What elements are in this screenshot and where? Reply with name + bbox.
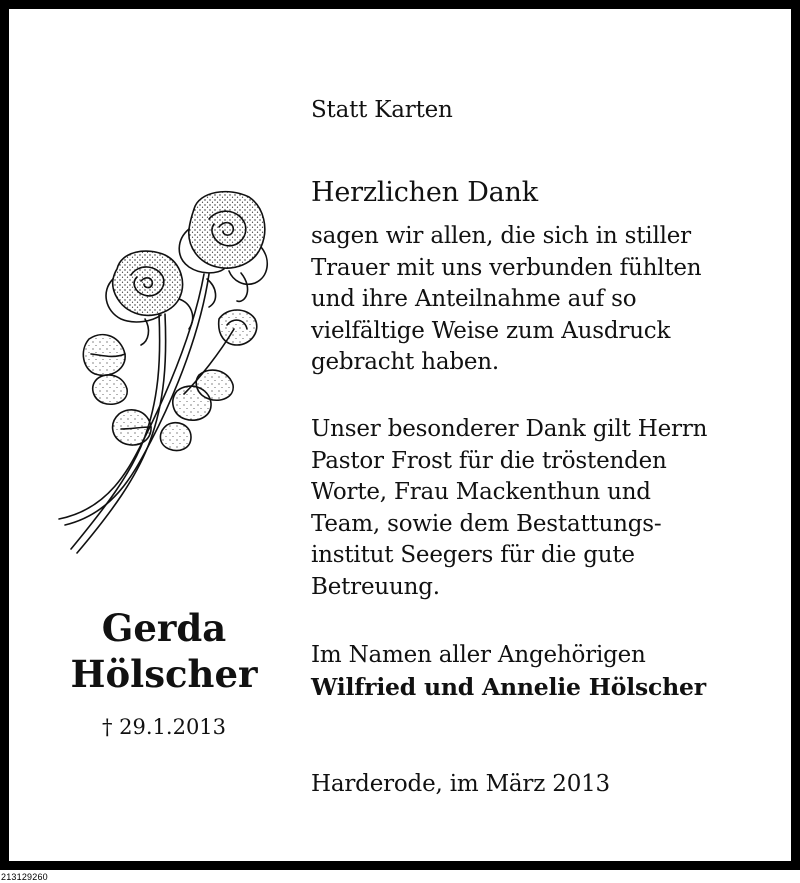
paragraph-line: vielfältige Weise zum Ausdruck (311, 317, 671, 344)
paragraph-line: Betreuung. (311, 573, 440, 600)
paragraph-line: Pastor Frost für die tröstenden (311, 447, 667, 474)
thanks-paragraph-1 (311, 221, 781, 379)
thanks-title: Herzlichen Dank (311, 177, 538, 208)
paragraph-line: und ihre Anteilnahme auf so (311, 286, 637, 312)
deceased-last-name: Hölscher (70, 652, 258, 696)
place-date: Harderode, im März 2013 (311, 771, 610, 797)
closing-block (311, 640, 781, 703)
paragraph-line: Trauer mit uns verbunden fühlten (311, 254, 702, 281)
closing-intro: Im Namen aller Angehörigen (311, 642, 646, 668)
paragraph-line: Team, sowie dem Bestattungs- (311, 510, 662, 537)
statt-karten-heading: Statt Karten (311, 97, 453, 123)
deceased-first-name: Gerda (101, 606, 227, 650)
paragraph-line: institut Seegers für die gute (311, 542, 635, 568)
paragraph-line: sagen wir allen, die sich in stiller (311, 223, 691, 249)
death-date: † 29.1.2013 (101, 715, 227, 739)
thanks-paragraph-2 (311, 414, 781, 603)
paragraph-line: Unser besonderer Dank gilt Herrn (311, 416, 708, 442)
paragraph-line: Worte, Frau Mackenthun und (311, 479, 651, 505)
paragraph-line: gebracht haben. (311, 349, 499, 375)
reference-code: 213129260 (1, 872, 48, 882)
rose-illustration (49, 179, 279, 559)
signers: Wilfried und Annelie Hölscher (311, 672, 706, 701)
